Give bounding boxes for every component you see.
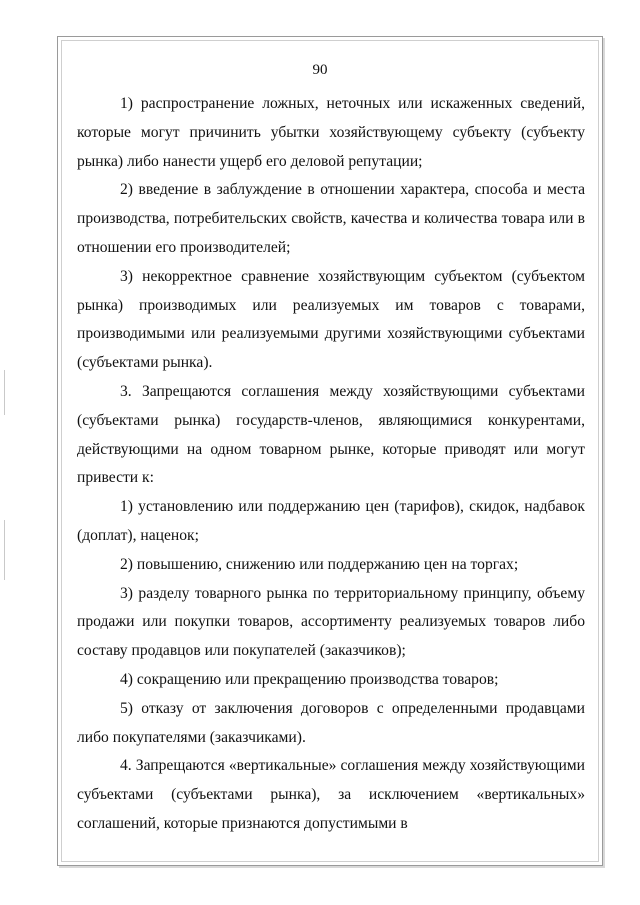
paragraph-contract-refusal: 5) отказу от заключения договоров с определенными продавцами либо покупателями (заказчиками). (77, 699, 585, 746)
paragraph-incorrect-comparison: 3) некорректное сравнение хозяйствующим субъектом (субъектом рынка) производимых или реализуемых им товаров с товарами, производимыми или реализуемыми другими хозяйствующими субъектами (субъектами рынка). (77, 267, 585, 372)
paragraph-misleading: 2) введение в заблуждение в отношении характера, способа и места производства, потребительских свойств, качества и количества товара или в отношении его производителей; (77, 181, 585, 256)
paragraph-price-setting: 1) установлению или поддержанию цен (тарифов), скидок, надбавок (доплат), наценок; (77, 498, 585, 544)
paragraph-agreements-prohibited: 3. Запрещаются соглашения между хозяйствующими субъектами (субъектами рынка) государств-членов, являющимися конкурентами, действующими на одном товарном рынке, которые приводят или могут привести к: (77, 382, 585, 487)
scan-edge-mark (4, 520, 5, 580)
paragraph-vertical-agreements: 4. Запрещаются «вертикальные» соглашения между хозяйствующими субъектами (субъектами рынка), за исключением «вертикальных» соглашений, которые признаются допустимыми в (77, 757, 585, 832)
scan-edge-mark (4, 370, 5, 415)
paragraph-tender-prices: 2) повышению, снижению или поддержанию цен на торгах; (120, 555, 519, 573)
paragraph-market-division: 3) разделу товарного рынка по территориальному принципу, объему продажи или покупки товаров, ассортименту реализуемых товаров либо составу продавцов или покупателей (заказчиков); (77, 584, 585, 660)
document-body (77, 90, 585, 839)
page-number: 90 (312, 62, 328, 78)
paragraph-false-information: 1) распространение ложных, неточных или искаженных сведений, которые могут причинить убытки хозяйствующему субъекту (субъекту рынка) либо нанести ущерб его деловой репутации; (77, 95, 585, 170)
paragraph-production-cut: 4) сокращению или прекращению производства товаров; (120, 670, 499, 688)
